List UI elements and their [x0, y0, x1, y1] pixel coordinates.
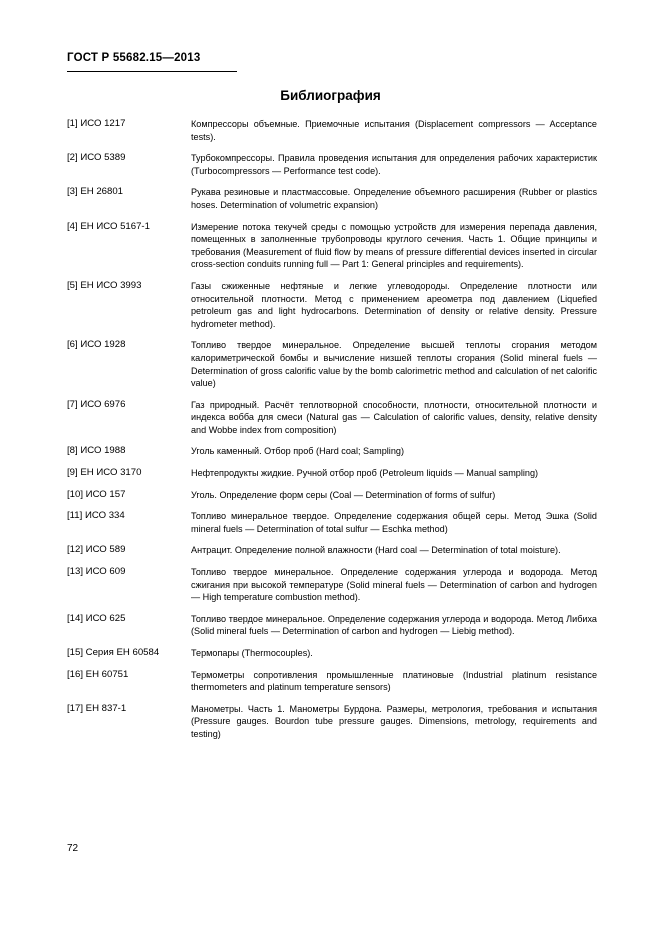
entry-reference: [13] ИСО 609 [67, 566, 126, 578]
page-header-standard-code: ГОСТ Р 55682.15—2013 [67, 52, 201, 64]
bibliography-entry [67, 221, 597, 271]
entry-reference: [9] ЕН ИСО 3170 [67, 467, 142, 479]
bibliography-list [67, 118, 597, 750]
entry-description: Топливо твердое минеральное. Определение содержания углерода и водорода. Метод сжигания при высокой температуре (Solid mineral fuels — Determination of carbon and hydrogen — High temperature combustion method). [191, 567, 597, 603]
bibliography-entry [67, 703, 597, 741]
entry-description: Топливо твердое минеральное. Определение высшей теплоты сгорания методом калориметрической бомбы и вычисление низшей теплоты сгорания (Solid mineral fuels — Determination of gross calorific value by the bomb calorimetric method and calculation of net calorific value) [191, 340, 597, 389]
page-number: 72 [67, 843, 79, 854]
bibliography-entry [67, 489, 597, 502]
bibliography-entry [67, 613, 597, 638]
header-divider [67, 71, 237, 72]
bibliography-entry [67, 647, 597, 660]
bibliography-entry [67, 186, 597, 211]
entry-reference: [15] Серия ЕН 60584 [67, 647, 160, 658]
entry-reference: [6] ИСО 1928 [67, 339, 126, 351]
bibliography-entry [67, 445, 597, 458]
entry-description: Рукава резиновые и пластмассовые. Определение объемного расширения (Rubber or plastics hoses. Determination of volumetric expansion) [191, 187, 597, 210]
entry-description: Измерение потока текучей среды с помощью устройств для измерения перепада давления, помещенных в заполненные трубопроводы круглого сечения. Часть 1. Общие принципы и требования (Measurement of fluid flow by means of pressure differential devices inserted in circular cross-section conduits running full — Part 1: General principles and requirements). [191, 221, 597, 270]
bibliography-entry [67, 118, 597, 143]
entry-reference: [10] ИСО 157 [67, 488, 126, 500]
entry-reference: [14] ИСО 625 [67, 612, 126, 624]
entry-reference: [1] ИСО 1217 [67, 118, 126, 129]
entry-description: Манометры. Часть 1. Манометры Бурдона. Размеры, метрология, требования и испытания (Pressure gauges. Bourdon tube pressure gauges. Dimensions, metrology, requirements and testing) [191, 703, 597, 739]
bibliography-entry [67, 467, 597, 480]
bibliography-entry [67, 152, 597, 177]
entry-reference: [7] ИСО 6976 [67, 398, 126, 410]
entry-reference: [2] ИСО 5389 [67, 152, 126, 164]
entry-description: Компрессоры объемные. Приемочные испытания (Displacement compressors — Acceptance tests). [191, 119, 597, 142]
bibliography-entry [67, 399, 597, 437]
entry-description: Газы сжиженные нефтяные и легкие углеводороды. Определение плотности или относительной плотности. Метод с применением ареометра под давлением (Liquefied petroleum gas and light hydrocarbons. Determination of density or relative density. Pressure hydrometer method). [191, 280, 597, 329]
entry-description: Антрацит. Определение полной влажности (Hard coal — Determination of total moisture). [191, 545, 561, 556]
entry-description: Турбокомпрессоры. Правила проведения испытания для определения рабочих характеристик (Turbocompressors — Performance test code). [191, 153, 597, 176]
bibliography-entry [67, 544, 597, 557]
entry-description: Уголь каменный. Отбор проб (Hard coal; Sampling) [191, 446, 404, 457]
bibliography-entry [67, 510, 597, 535]
page-title: Библиография [280, 88, 381, 103]
bibliography-entry [67, 566, 597, 604]
entry-reference: [3] ЕН 26801 [67, 186, 124, 198]
entry-reference: [11] ИСО 334 [67, 510, 125, 522]
entry-description: Газ природный. Расчёт теплотворной способности, плотности, относительной плотности и индекса вобба для смеси (Natural gas — Calculation of calorific values, density, relative density and Wobbe index from composition) [191, 399, 597, 435]
entry-reference: [12] ИСО 589 [67, 544, 126, 556]
entry-description: Нефтепродукты жидкие. Ручной отбор проб (Petroleum liquids — Manual sampling) [191, 468, 539, 479]
entry-description: Термометры сопротивления промышленные платиновые (Industrial platinum resistance thermometers and platinum temperature sensors) [191, 669, 597, 693]
bibliography-entry [67, 280, 597, 330]
entry-reference: [16] ЕН 60751 [67, 668, 129, 680]
entry-reference: [4] ЕН ИСО 5167-1 [67, 220, 150, 232]
entry-reference: [8] ИСО 1988 [67, 445, 126, 457]
entry-reference: [5] ЕН ИСО 3993 [67, 279, 142, 291]
entry-description: Топливо твердое минеральное. Определение содержания углерода и водорода. Метод Либиха (Solid mineral fuels — Determination of carbon and hydrogen — Liebig method). [191, 613, 597, 637]
bibliography-entry [67, 669, 597, 694]
entry-description: Топливо минеральное твердое. Определение содержания общей серы. Метод Эшка (Solid mineral fuels — Determination of total sulfur — Eschka method) [191, 511, 597, 534]
entry-description: Термопары (Thermocouples). [191, 648, 313, 658]
entry-description: Уголь. Определение форм серы (Coal — Determination of forms of sulfur) [191, 489, 496, 500]
bibliography-entry [67, 339, 597, 389]
entry-reference: [17] ЕН 837-1 [67, 702, 127, 714]
